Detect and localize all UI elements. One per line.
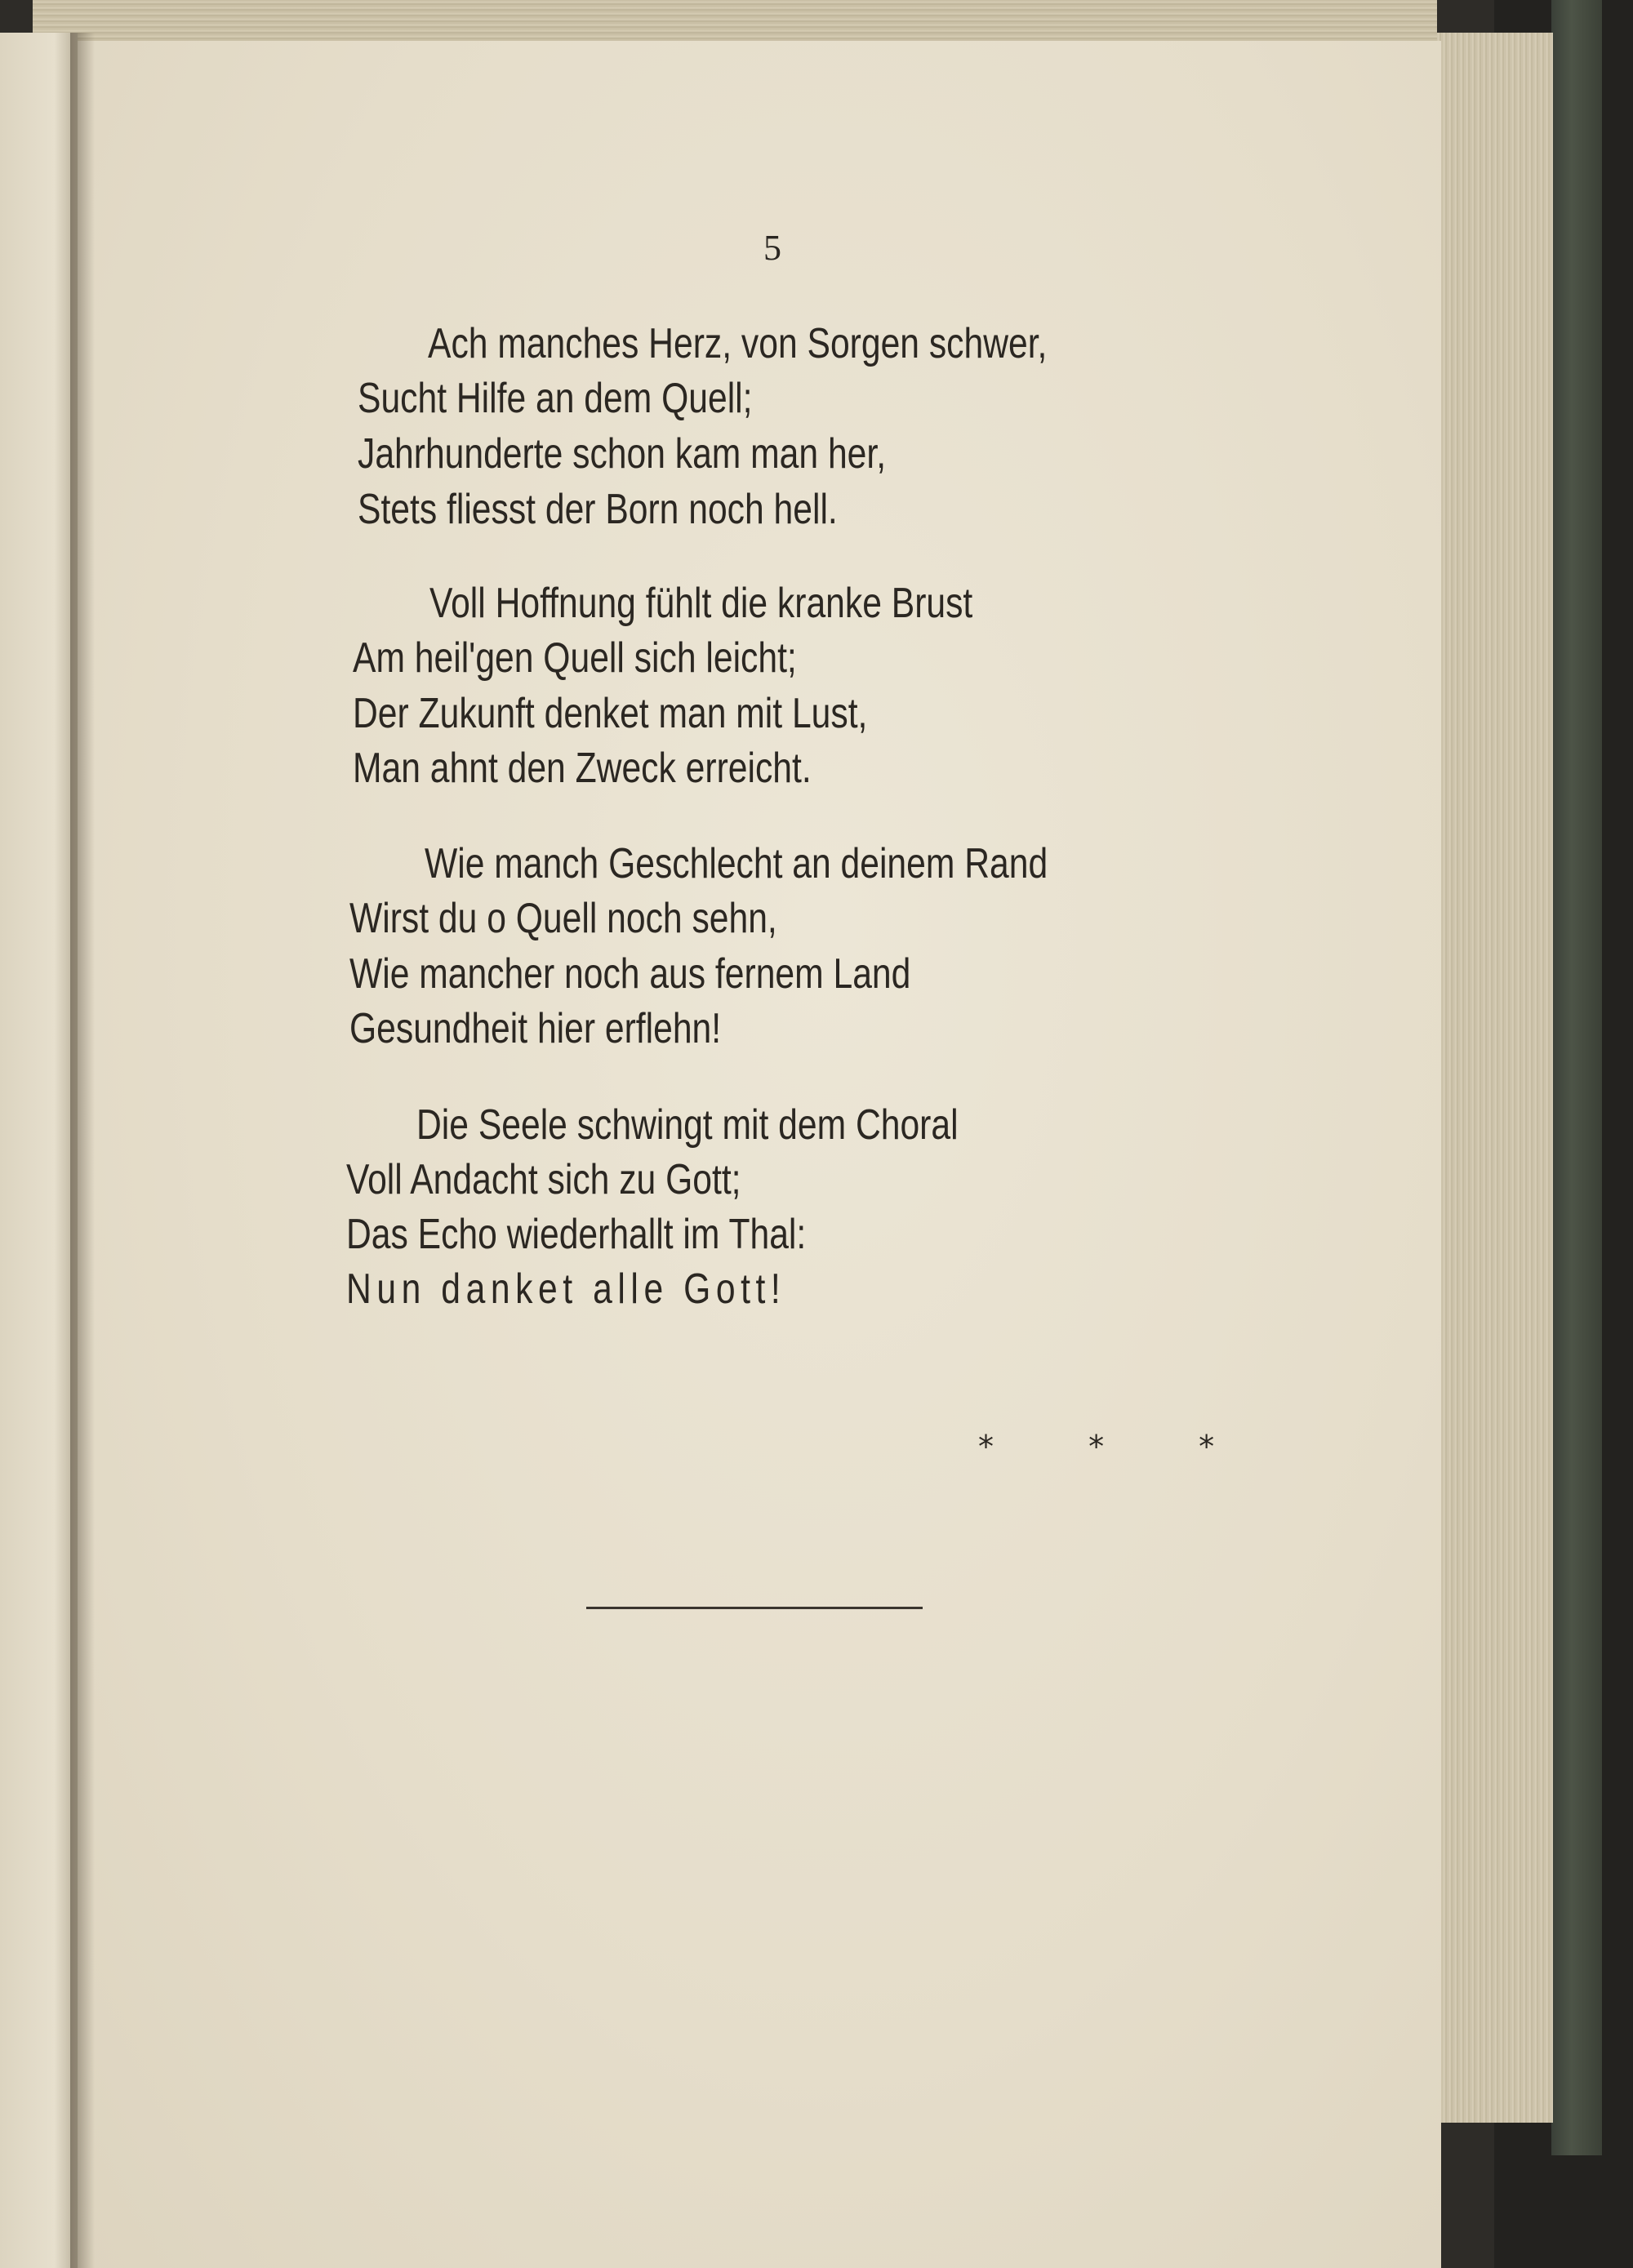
section-separator: * * *	[978, 1429, 1257, 1465]
poem-line: Voll Hoffnung fühlt die kranke Brust	[429, 580, 973, 627]
page-stack-edge	[1431, 33, 1553, 2123]
poem-line: Der Zukunft denket man mit Lust,	[353, 690, 868, 737]
poem-line: Wie manch Geschlecht an deinem Rand	[425, 840, 1048, 887]
poem-line: Sucht Hilfe an dem Quell;	[358, 375, 753, 422]
poem-line: Nun danket alle Gott!	[346, 1265, 786, 1313]
poem-line: Wie mancher noch aus fernem Land	[349, 950, 911, 998]
poem-line: Am heil'gen Quell sich leicht;	[353, 634, 797, 682]
page-number: 5	[763, 228, 781, 268]
poem-line: Stets fliesst der Born noch hell.	[358, 486, 838, 533]
poem-line: Man ahnt den Zweck erreicht.	[353, 745, 812, 792]
horizontal-rule	[586, 1607, 923, 1609]
poem-line: Voll Andacht sich zu Gott;	[346, 1156, 741, 1203]
poem-line: Ach manches Herz, von Sorgen schwer,	[428, 320, 1048, 367]
poem-line: Das Echo wiederhallt im Thal:	[346, 1211, 807, 1258]
poem-line: Wirst du o Quell noch sehn,	[349, 895, 777, 942]
poem-line: Die Seele schwingt mit dem Choral	[416, 1101, 959, 1149]
poem-line: Gesundheit hier erflehn!	[349, 1005, 722, 1052]
book-cover-edge	[1551, 0, 1602, 2155]
poem-line: Jahrhunderte schon kam man her,	[358, 430, 887, 478]
page-gutter	[70, 33, 95, 2268]
book-page	[78, 41, 1441, 2268]
facing-page	[0, 33, 78, 2268]
